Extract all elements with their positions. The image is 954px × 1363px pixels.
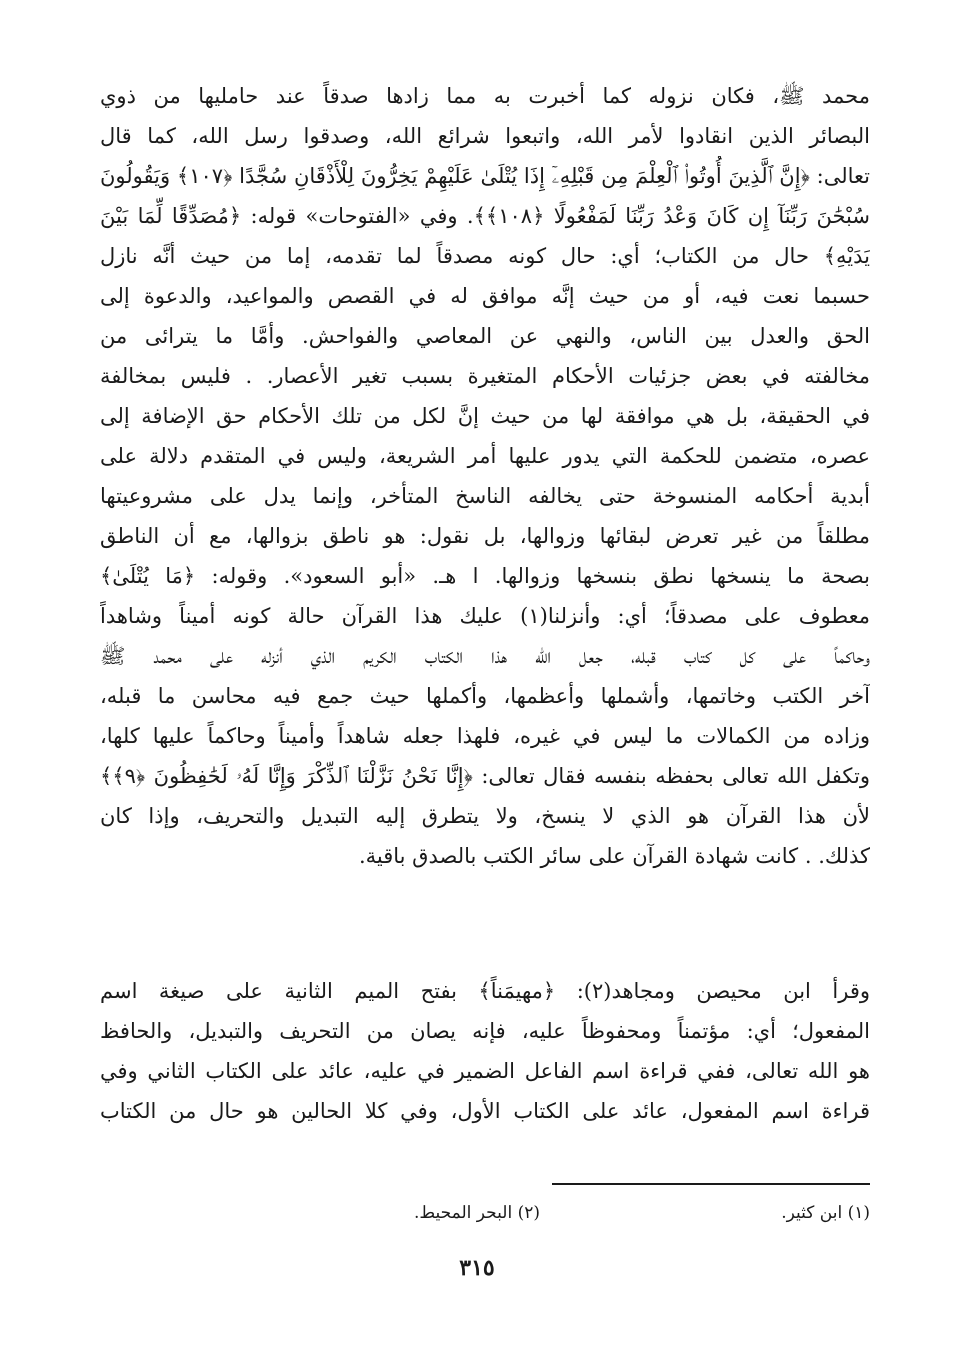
text-line: مخالفته في بعض جزئيات الأحكام المتغيرة بسبب تغير الأعصار. . فليس بمخالفة: [100, 364, 870, 388]
footnote-2: (٢) البحر المحيط.: [414, 1203, 540, 1223]
text-line: المفعول؛ أي: مؤتمناً ومحفوظاً عليه، فإنه يصان من التحريف والتبديل، والحافظ: [100, 1019, 870, 1043]
text-line: البصائر الذين انقادوا لأمر الله، واتبعوا شرائع الله، وصدقوا رسل الله، كما قال: [100, 124, 870, 148]
page-number: ٣١٥: [459, 1255, 495, 1281]
text-line: تعالى: ﴿إِنَّ ٱلَّذِينَ أُوتُوا۟ ٱلْعِلْمَ مِن قَبْلِهِۦٓ إِذَا يُتْلَىٰ عَلَيْهِمْ يَخِرُّونَ لِلْأَذْقَانِ سُجَّدًا ﴿١٠٧﴾ وَيَقُولُونَ: [100, 164, 870, 188]
text-line: بصحة ما ينسخها نطق بنسخها وزوالها. ا هـ. «أبو السعود». وقوله: ﴿مَا يُتْلَىٰ﴾: [100, 564, 870, 588]
text-line: وتكفل الله تعالى بحفظه بنفسه فقال تعالى: ﴿إِنَّا نَحْنُ نَزَّلْنَا ٱلذِّكْرَ وَإِنَّا لَهُۥ لَحَٰفِظُونَ ﴿٩﴾﴾: [100, 764, 870, 788]
second-paragraph: [100, 971, 870, 1131]
text-line: في الحقيقة، بل هي موافقة لها من حيث إنَّ لكل من تلك الأحكام حق الإضافة إلى: [100, 404, 870, 428]
text-line: قراءة اسم المفعول، عائد على الكتاب الأول، وفي كلا الحالين هو حال من الكتاب: [100, 1099, 870, 1123]
text-line: آخر الكتب وخاتمها، وأشملها وأعظمها، وأكملها حيث جمع فيه محاسن ما قبله،: [100, 684, 870, 708]
text-line: سُبْحَٰنَ رَبِّنَآ إِن كَانَ وَعْدُ رَبِّنَا لَمَفْعُولًا ﴿١٠٨﴾﴾. وفي «الفتوحات» قوله: ﴿مُصَدِّقًا لِّمَا بَيْنَ: [100, 204, 870, 228]
text-line: عصره، متضمن للحكمة التي يدور عليها أمر الشريعة، وليس في المتقدم دلالة على: [100, 444, 870, 468]
text-line: أبدية أحكامه المنسوخة حتى يخالفه الناسخ المتأخر، وإنما يدل على مشروعيتها: [100, 484, 870, 508]
text-line: محمد ﷺ، فكان نزوله كما أخبرت به مما زادها صدقاً عند حامليها من ذوي: [100, 84, 870, 108]
text-line: كذلك. . كانت شهادة القرآن على سائر الكتب بالصدق باقية.: [358, 844, 870, 868]
text-line: وزاده من الكمالات ما ليس في غيره، فلهذا جعله شاهداً وأميناً وحاكماً عليها كلها،: [100, 724, 870, 748]
text-line: وقرأ ابن محيصن ومجاهد(٢): ﴿مهيمَناً﴾ بفتح الميم الثانية على صيغة اسم: [100, 979, 870, 1003]
text-line: لأن هذا القرآن هو الذي لا ينسخ، ولا يتطرق إليه التبديل والتحريف، وإذا كان: [100, 804, 870, 828]
footnotes: [260, 1198, 870, 1228]
text-line: يَدَيْهِ﴾ حال من الكتاب؛ أي: حال كونه مصدقاً لما تقدمه، إما من حيث أنَّه نازل: [100, 244, 870, 268]
text-line: الحق والعدل بين الناس، والنهي عن المعاصي والفواحش. وأمَّا ما يترائى من: [100, 324, 870, 348]
text-line: معطوف على مصدقاً؛ أي: وأنزلنا(١) عليك هذا القرآن حالة كونه أميناً وشاهداً: [100, 604, 870, 628]
text-line: وحاكماً على كل كتاب قبله، جعل الله هذا الكتاب الكريم الذي أنزله على محمد ﷺ: [100, 644, 870, 668]
text-line: حسبما نعت فيه، أو من حيث إنَّه موافق له في القصص والمواعيد، والدعوة إلى: [100, 284, 870, 308]
text-line: هو الله تعالى، ففي قراءة اسم الفاعل الضمير في عليه، عائد على الكتاب الثاني وفي: [100, 1059, 870, 1083]
footnote-1: (١) ابن كثير.: [781, 1203, 870, 1223]
main-paragraph: [100, 76, 870, 876]
text-line: مطلقاً من غير تعرض لبقائها وزوالها، بل نقول: هو ناطق بزوالها، مع أن الناطق: [100, 524, 870, 548]
footnote-divider: [552, 1183, 870, 1185]
